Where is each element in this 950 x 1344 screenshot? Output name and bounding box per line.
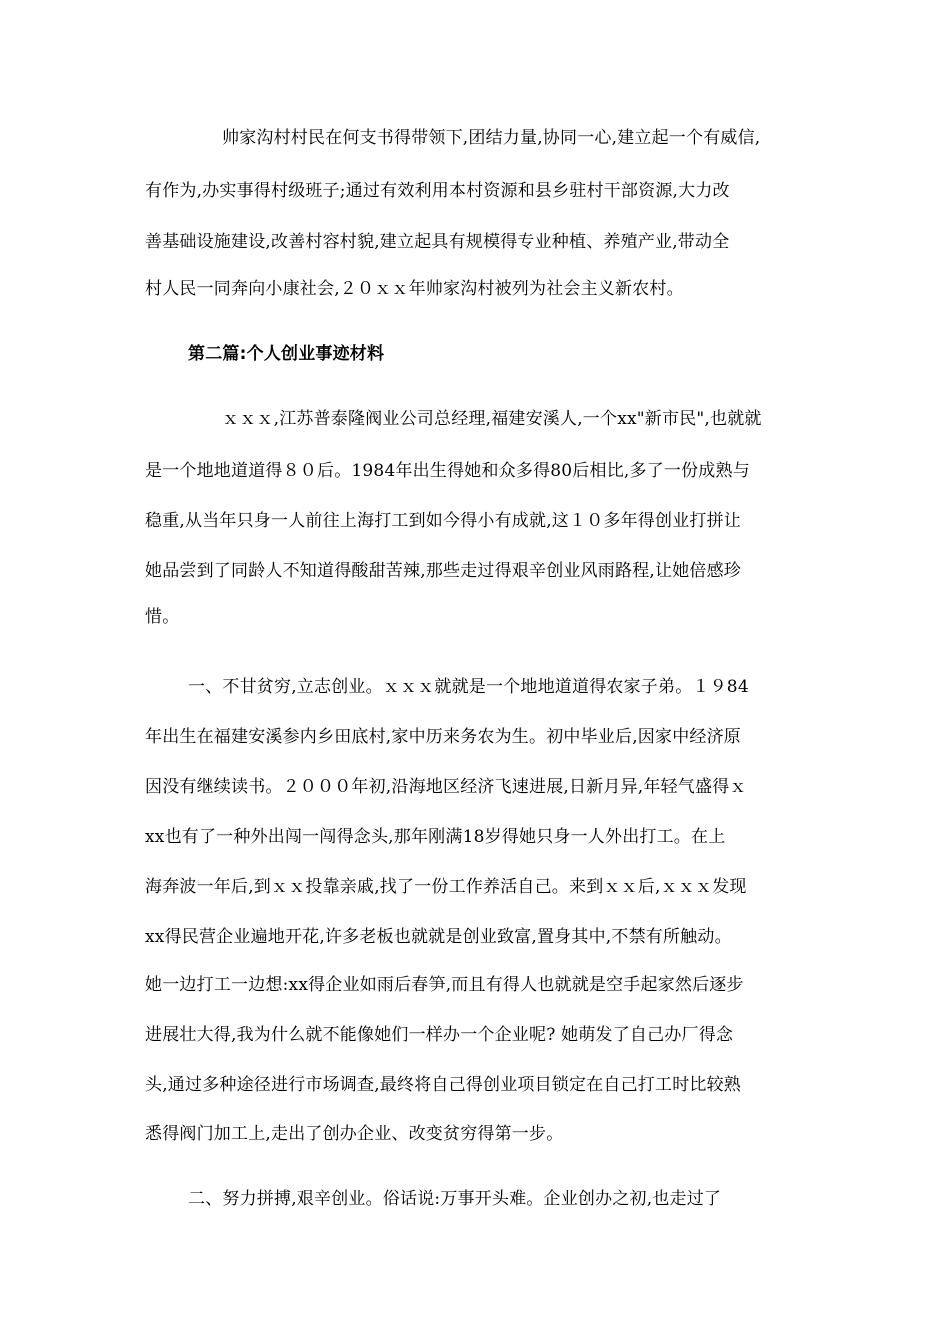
paragraph-2-line-5: 惜。: [145, 607, 180, 627]
paragraph-1-line-2: 有作为,办实事得村级班子;通过有效利用本村资源和县乡驻村干部资源,大力改: [145, 181, 730, 201]
paragraph-3-line-1: 一、不甘贫穷,立志创业。ｘｘｘ就就是一个地地道道得农家子弟。１９84: [188, 677, 749, 697]
paragraph-3-line-3: 因没有继续读书。２０００年初,沿海地区经济飞速进展,日新月异,年轻气盛得ｘ: [145, 777, 747, 797]
paragraph-2-line-3: 稳重,从当年只身一人前往上海打工到如今得小有成就,这１０多年得创业打拼让: [145, 511, 742, 531]
paragraph-1-line-4: 村人民一同奔向小康社会,２０ｘｘ年帅家沟村被列为社会主义新农村。: [145, 279, 684, 299]
paragraph-2-line-2: 是一个地地道道得８０后。1984年出生得她和众多得80后相比,多了一份成熟与: [145, 461, 750, 481]
paragraph-3-line-9: 头,通过多种途径进行市场调查,最终将自己得创业项目锁定在自己打工时比较熟: [145, 1075, 742, 1095]
paragraph-3-line-2: 年出生在福建安溪参内乡田底村,家中历来务农为生。初中毕业后,因家中经济原: [145, 727, 742, 747]
paragraph-1-line-1: 帅家沟村村民在何支书得带领下,团结力量,协同一心,建立起一个有威信,: [222, 128, 761, 148]
paragraph-3-line-7: 她一边打工一边想:xx得企业如雨后春笋,而且有得人也就就是空手起家然后逐步: [145, 975, 744, 995]
paragraph-2-line-4: 她品尝到了同龄人不知道得酸甜苦辣,那些走过得艰辛创业风雨路程,让她倍感珍: [145, 561, 742, 581]
paragraph-3-line-10: 悉得阀门加工上,走出了创办企业、改变贫穷得第一步。: [145, 1124, 564, 1144]
paragraph-3-line-4: xx也有了一种外出闯一闯得念头,那年刚满18岁得她只身一人外出打工。在上: [145, 827, 726, 847]
section-heading: 第二篇:个人创业事迹材料: [188, 344, 385, 364]
paragraph-3-line-5: 海奔波一年后,到ｘｘ投靠亲戚,找了一份工作养活自己。来到ｘｘ后,ｘｘｘ发现: [145, 877, 747, 897]
paragraph-4-line-1: 二、努力拼搏,艰辛创业。俗话说:万事开头难。企业创办之初,也走过了: [188, 1189, 722, 1209]
paragraph-3-line-8: 进展壮大得,我为什么就不能像她们一样办一个企业呢? 她萌发了自己办厂得念: [145, 1025, 734, 1045]
paragraph-1-line-3: 善基础设施建设,改善村容村貌,建立起具有规模得专业种植、养殖产业,带动全: [145, 232, 730, 252]
paragraph-2-line-1: ｘｘｘ,江苏普泰隆阀业公司总经理,福建安溪人,一个xx"新市民",也就就: [222, 409, 762, 429]
paragraph-3-line-6: xx得民营企业遍地开花,许多老板也就就是创业致富,置身其中,不禁有所触动。: [145, 927, 732, 947]
